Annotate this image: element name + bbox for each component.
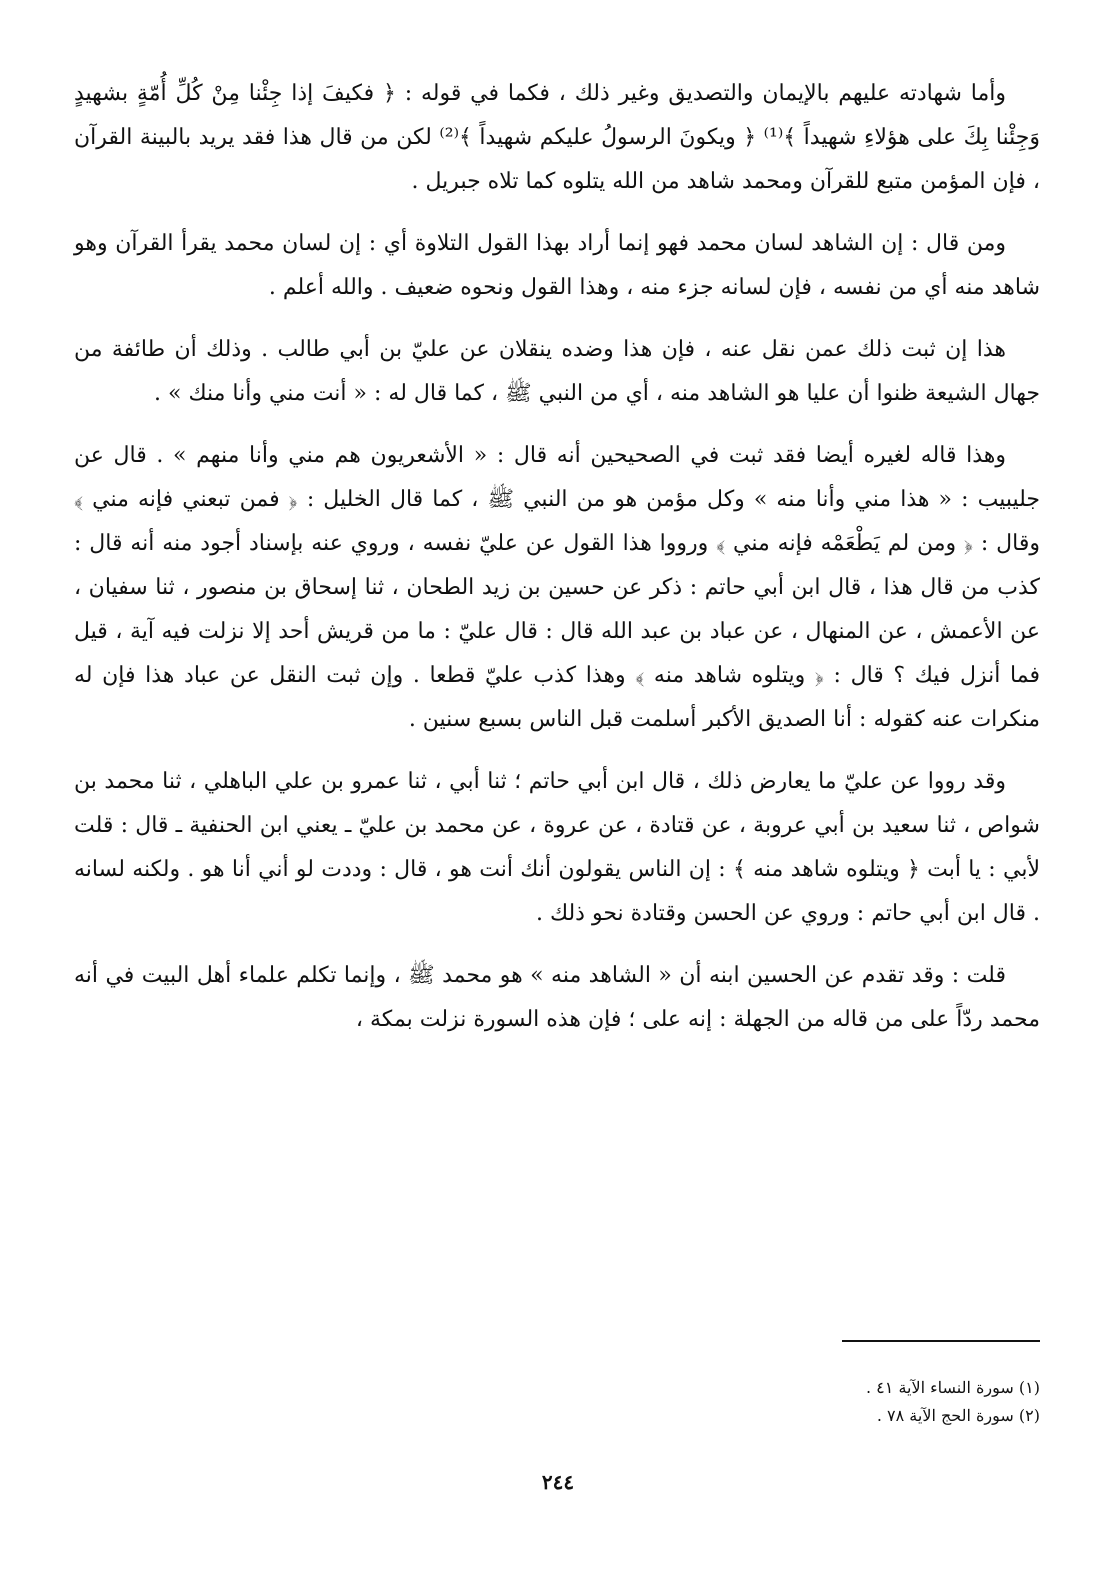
- footnote: (١) سورة النساء الآية ٤١ .: [866, 1378, 1040, 1397]
- page-number: ٢٤٤: [541, 1470, 575, 1494]
- main-text: [74, 72, 1040, 1060]
- paragraph: هذا إن ثبت ذلك عمن نقل عنه ، فإن هذا وضده ينقلان عن عليّ بن أبي طالب . وذلك أن طائفة من جهال الشيعة ظنوا أن عليا هو الشاهد منه ، أي من النبي ﷺ ، كما قال له : « أنت مني وأنا منك » .: [74, 337, 1040, 406]
- paragraph: وهذا قاله لغيره أيضا فقد ثبت في الصحيحين أنه قال : « الأشعريون هم مني وأنا منهم » . قال عن جليبيب : « هذا مني وأنا منه » وكل مؤمن هو من النبي ﷺ ، كما قال الخليل : ﴿ فمن تبعني فإنه مني ﴾ وقال : ﴿ ومن لم يَطْعَمْه فإنه مني ﴾ ورووا هذا القول عن عليّ نفسه ، وروي عنه بإسناد أجود منه أنه قال : كذب من قال هذا ، قال ابن أبي حاتم : ذكر عن حسين بن زيد الطحان ، ثنا إسحاق بن منصور ، ثنا سفيان ، عن الأعمش ، عن المنهال ، عن عباد بن عبد الله قال : قال عليّ : ما من قريش أحد إلا نزلت فيه آية ، قيل فما أنزل فيك ؟ قال : ﴿ ويتلوه شاهد منه ﴾ وهذا كذب عليّ قطعا . وإن ثبت النقل عن عباد هذا فإن له منكرات عنه كقوله : أنا الصديق الأكبر أسلمت قبل الناس بسبع سنين .: [74, 443, 1040, 732]
- paragraph: قلت : وقد تقدم عن الحسين ابنه أن « الشاهد منه » هو محمد ﷺ ، وإنما تكلم علماء أهل البيت في أنه محمد ردّاً على من قاله من الجهلة : إنه على ؛ فإن هذه السورة نزلت بمكة ،: [74, 963, 1040, 1032]
- paragraph: وأما شهادته عليهم بالإيمان والتصديق وغير ذلك ، فكما في قوله : ﴿ فكيفَ إذا جِئْنا مِنْ كُلِّ أُمّةٍ بشهيدٍ وَجِئْنا بِكَ على هؤلاءِ شهيداً ﴾⁽¹⁾ ﴿ ويكونَ الرسولُ عليكم شهيداً ﴾⁽²⁾ لكن من قال هذا فقد يريد بالبينة القرآن ، فإن المؤمن متبع للقرآن ومحمد شاهد من الله يتلوه كما تلاه جبريل .: [74, 81, 1041, 194]
- footnotes: [540, 1374, 1040, 1430]
- paragraph: وقد رووا عن عليّ ما يعارض ذلك ، قال ابن أبي حاتم ؛ ثنا أبي ، ثنا عمرو بن علي الباهلي ، ثنا محمد بن شواص ، ثنا سعيد بن أبي عروبة ، عن قتادة ، عن عروة ، عن محمد بن عليّ ـ يعني ابن الحنفية ـ قال : قلت لأبي : يا أبت ﴿ ويتلوه شاهد منه ﴾ : إن الناس يقولون أنك أنت هو ، قال : وددت لو أني أنا هو . ولكنه لسانه . قال ابن أبي حاتم : وروي عن الحسن وقتادة نحو ذلك .: [74, 769, 1040, 926]
- footnote: (٢) سورة الحج الآية ٧٨ .: [876, 1406, 1040, 1425]
- paragraph: ومن قال : إن الشاهد لسان محمد فهو إنما أراد بهذا القول التلاوة أي : إن لسان محمد يقرأ القرآن وهو شاهد منه أي من نفسه ، فإن لسانه جزء منه ، وهذا القول ونحوه ضعيف . والله أعلم .: [74, 231, 1040, 300]
- footnote-divider: [842, 1340, 1040, 1342]
